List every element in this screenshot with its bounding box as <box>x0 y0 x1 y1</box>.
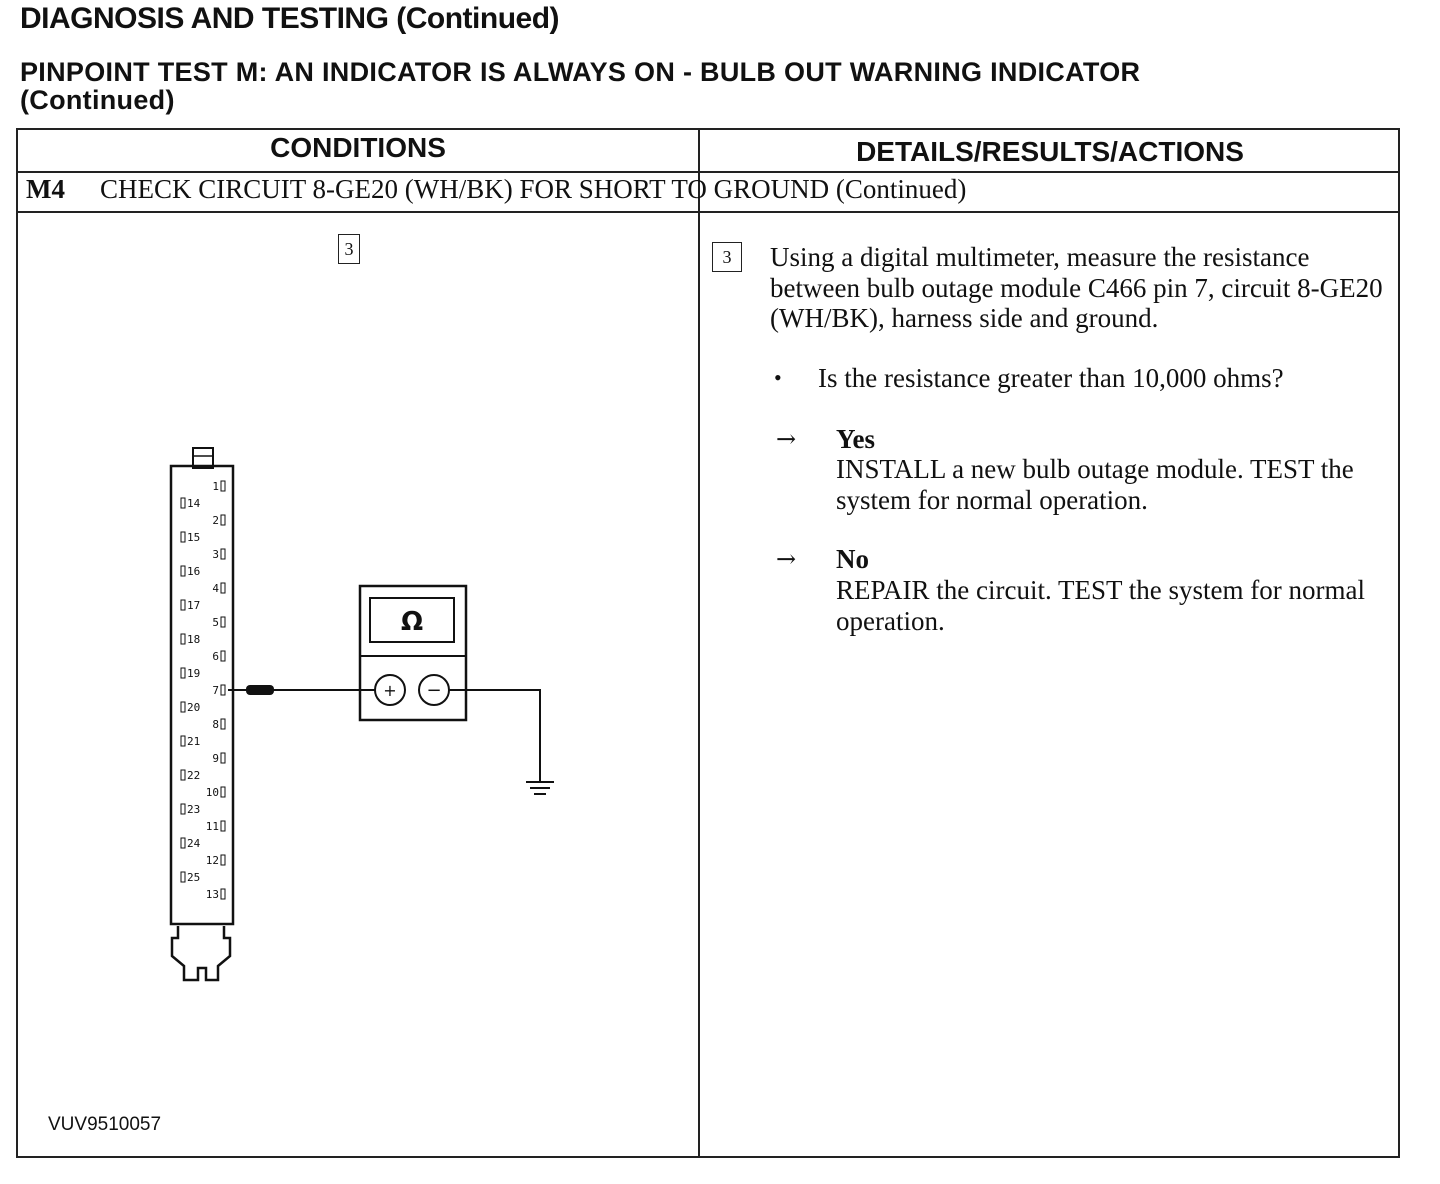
pin-contact-20 <box>181 702 185 712</box>
multimeter-icon <box>360 586 466 720</box>
pin-label-15: 15 <box>187 531 201 544</box>
test-title-line-2: (Continued) <box>20 85 175 115</box>
conditions-step-number: 3 <box>338 234 360 264</box>
ohm-symbol: Ω <box>400 607 424 637</box>
pin-contact-23 <box>181 804 185 814</box>
pin-contact-8 <box>221 719 225 729</box>
pin-label-20: 20 <box>187 701 201 714</box>
step-instruction: Using a digital multimeter, measure the resistance between bulb outage module C466 pin 7, circuit 8-GE20 (WH/BK), harness side and ground. <box>770 242 1383 333</box>
column-divider <box>698 130 700 1156</box>
pin-contact-11 <box>221 821 225 831</box>
no-label: No <box>836 544 869 574</box>
pin-label-4: 4 <box>212 582 219 595</box>
pin-label-1: 1 <box>212 480 219 493</box>
pin-contact-5 <box>221 617 225 627</box>
test-lead-icon <box>228 685 376 695</box>
pin-contact-21 <box>181 736 185 746</box>
connector-icon <box>171 448 233 980</box>
test-title-line-1: PINPOINT TEST M: AN INDICATOR IS ALWAYS ON - BULB OUT WARNING INDICATOR <box>20 57 1141 87</box>
pin-contact-9 <box>221 753 225 763</box>
pin-label-12: 12 <box>205 854 219 867</box>
no-arrow-icon: → <box>776 545 797 573</box>
bullet-icon: • <box>774 365 782 390</box>
pin-contact-22 <box>181 770 185 780</box>
pin-contact-4 <box>221 583 225 593</box>
pin-label-17: 17 <box>187 599 201 612</box>
pin-label-14: 14 <box>187 497 201 510</box>
yes-arrow-icon: → <box>776 425 797 453</box>
page-heading: DIAGNOSIS AND TESTING (Continued) <box>20 2 560 35</box>
pin-contact-24 <box>181 838 185 848</box>
pin-label-8: 8 <box>212 718 219 731</box>
pin-contact-15 <box>181 532 185 542</box>
pin-label-2: 2 <box>212 514 219 527</box>
pin-label-25: 25 <box>187 871 201 884</box>
pin-contact-25 <box>181 872 185 882</box>
pin-label-11: 11 <box>205 820 219 833</box>
pin-contact-14 <box>181 498 185 508</box>
pin-label-24: 24 <box>187 837 201 850</box>
pin-contact-1 <box>221 481 225 491</box>
yes-action: INSTALL a new bulb outage module. TEST the system for normal operation. <box>836 454 1354 515</box>
pin-label-10: 10 <box>205 786 219 799</box>
pin-contact-7 <box>221 685 225 695</box>
diagnostic-table <box>16 128 1400 1158</box>
pin-label-23: 23 <box>187 803 201 816</box>
pin-label-18: 18 <box>187 633 201 646</box>
conditions-column-header: CONDITIONS <box>270 132 446 163</box>
step-id: M4 <box>26 174 65 204</box>
pinpoint-test-title <box>20 58 1400 114</box>
pin-label-13: 13 <box>205 888 219 901</box>
pin-label-5: 5 <box>212 616 219 629</box>
pin-contact-16 <box>181 566 185 576</box>
yes-label: Yes <box>836 424 875 454</box>
pin-contact-13 <box>221 889 225 899</box>
pin-contact-18 <box>181 634 185 644</box>
pin-label-22: 22 <box>187 769 201 782</box>
figure-id: VUV9510057 <box>48 1114 162 1135</box>
pin-contact-2 <box>221 515 225 525</box>
connector-left-pins <box>181 497 201 884</box>
pin-contact-3 <box>221 549 225 559</box>
pin-label-19: 19 <box>187 667 201 680</box>
pin-label-3: 3 <box>212 548 219 561</box>
details-step-number: 3 <box>712 242 742 272</box>
pin-contact-6 <box>221 651 225 661</box>
wiring-diagram <box>18 130 698 1156</box>
positive-terminal: + <box>383 681 397 700</box>
pin-contact-12 <box>221 855 225 865</box>
connector-right-pins <box>206 480 225 901</box>
negative-terminal: − <box>426 680 442 701</box>
pin-contact-10 <box>221 787 225 797</box>
pin-contact-19 <box>181 668 185 678</box>
pin-contact-17 <box>181 600 185 610</box>
pin-label-16: 16 <box>187 565 201 578</box>
pin-label-21: 21 <box>187 735 201 748</box>
details-column-header: DETAILS/RESULTS/ACTIONS <box>856 136 1244 167</box>
pin-label-9: 9 <box>212 752 219 765</box>
test-question: Is the resistance greater than 10,000 ohms? <box>818 363 1284 393</box>
no-action: REPAIR the circuit. TEST the system for normal operation. <box>836 575 1365 636</box>
pin-label-6: 6 <box>212 650 219 663</box>
step-title: CHECK CIRCUIT 8-GE20 (WH/BK) FOR SHORT TO GROUND (Continued) <box>100 174 967 204</box>
pin-label-7: 7 <box>212 684 219 697</box>
